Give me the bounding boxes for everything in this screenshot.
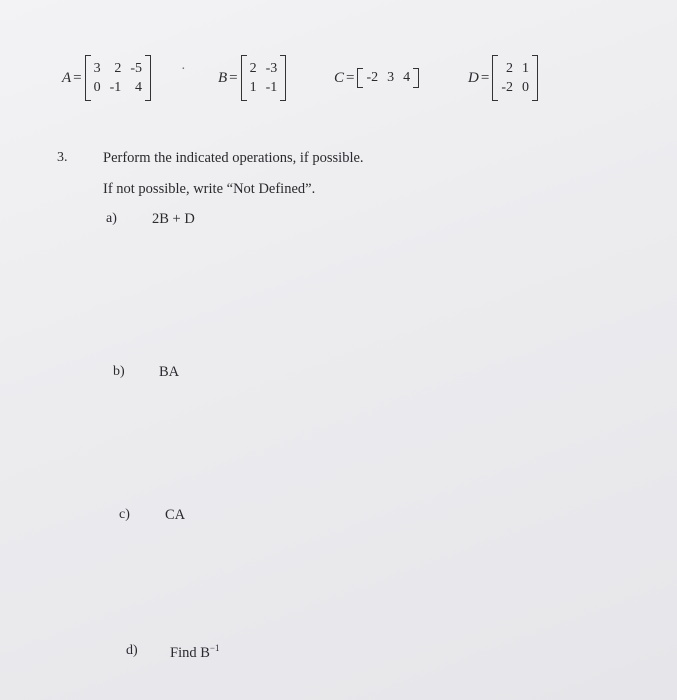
matrix-c-entries bbox=[363, 70, 413, 86]
part-b-label: b) bbox=[113, 364, 125, 379]
matrix-c-definition bbox=[334, 50, 419, 106]
matrix-b-definition bbox=[218, 50, 286, 106]
matrix-b-entry: 1 bbox=[249, 79, 257, 95]
matrix-a-entry: -1 bbox=[109, 79, 122, 95]
matrix-a-entries bbox=[91, 61, 145, 96]
matrix-d-entry: 0 bbox=[521, 79, 529, 95]
matrix-a-name: A bbox=[62, 69, 72, 86]
matrix-b-entries bbox=[247, 61, 281, 96]
matrix-b-name: B bbox=[218, 69, 228, 86]
matrix-d-definition bbox=[468, 50, 538, 106]
matrix-a-entry: 3 bbox=[93, 60, 101, 76]
matrix-c-entry: 3 bbox=[387, 70, 395, 85]
matrix-b-entry: -1 bbox=[265, 79, 278, 95]
right-bracket bbox=[145, 55, 151, 101]
matrix-d-entry: -2 bbox=[501, 79, 513, 95]
matrix-a-entry: 2 bbox=[114, 60, 122, 76]
part-d-text: Find B bbox=[170, 644, 210, 661]
matrix-d-entry: 1 bbox=[521, 60, 529, 76]
part-d-label: d) bbox=[126, 643, 138, 658]
part-b-expression: BA bbox=[159, 364, 180, 380]
matrix-a-definition bbox=[62, 50, 151, 106]
problem-number: 3. bbox=[57, 150, 68, 165]
matrix-d-name: D bbox=[468, 69, 479, 86]
matrix-d bbox=[492, 55, 538, 101]
matrix-d-entries bbox=[498, 61, 532, 96]
right-bracket bbox=[532, 55, 538, 101]
matrix-a-equals: = bbox=[73, 69, 82, 86]
matrix-b-equals: = bbox=[229, 69, 238, 86]
matrix-b-entry: -3 bbox=[265, 60, 278, 76]
matrix-a-entry: -5 bbox=[130, 60, 142, 76]
matrix-d-equals: = bbox=[480, 69, 490, 86]
problem-note: If not possible, write “Not Defined”. bbox=[103, 181, 316, 197]
matrix-c bbox=[357, 68, 419, 88]
inverse-superscript: −1 bbox=[209, 643, 220, 653]
matrix-c-name: C bbox=[334, 69, 345, 86]
matrix-b-entry: 2 bbox=[249, 60, 257, 76]
right-bracket bbox=[280, 55, 286, 101]
part-a-expression: 2B + D bbox=[152, 211, 195, 227]
part-a-label: a) bbox=[106, 211, 117, 226]
separator-dot: · bbox=[181, 62, 186, 77]
matrix-definitions bbox=[0, 50, 677, 110]
right-bracket bbox=[413, 68, 419, 88]
part-d-expression bbox=[170, 643, 219, 662]
part-c-expression: CA bbox=[165, 507, 186, 523]
matrix-c-entry: -2 bbox=[366, 70, 379, 85]
matrix-a-entry: 4 bbox=[134, 79, 142, 95]
matrix-c-entry: 4 bbox=[403, 70, 411, 85]
problem-instruction: Perform the indicated operations, if possible. bbox=[103, 150, 364, 166]
matrix-d-entry: 2 bbox=[505, 60, 513, 76]
matrix-a-entry: 0 bbox=[93, 79, 101, 95]
matrix-a bbox=[85, 55, 151, 101]
matrix-b bbox=[241, 55, 287, 101]
part-c-label: c) bbox=[119, 507, 130, 522]
matrix-c-equals: = bbox=[346, 69, 355, 86]
